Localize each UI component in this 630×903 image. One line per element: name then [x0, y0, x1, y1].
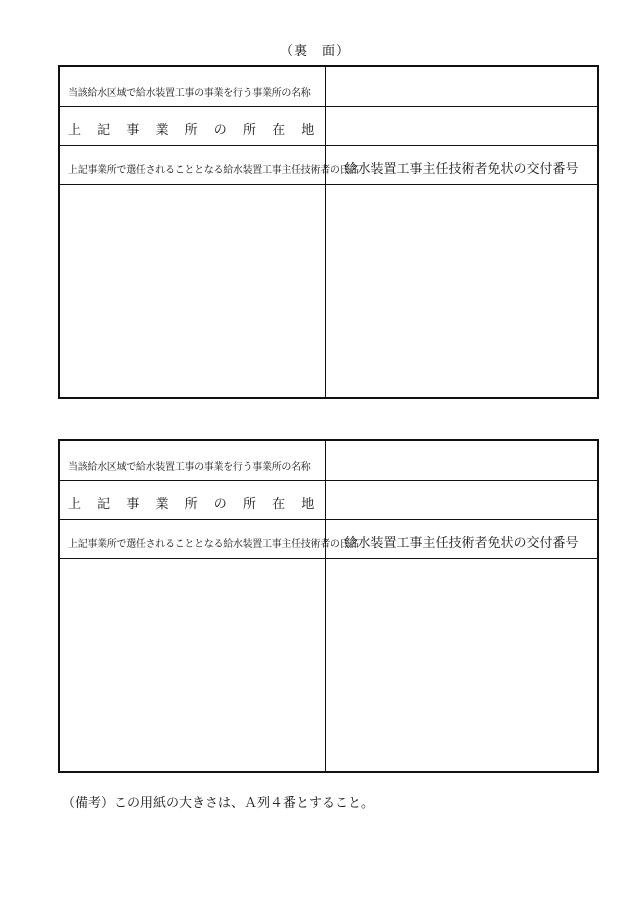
form-table-2 [58, 439, 599, 773]
office-name-row [60, 67, 597, 107]
office-location-char: 業 [155, 497, 169, 512]
office-location-char: 上 [68, 123, 81, 138]
office-location-char: 記 [97, 497, 110, 512]
remarks-note: （備考）この用紙の大きさは、Ａ列４番とすること。 [62, 796, 375, 811]
office-location-char: の [213, 123, 227, 138]
office-location-char: 所 [184, 497, 198, 512]
office-name-row [60, 441, 597, 481]
office-location-char: 事 [126, 123, 140, 138]
office-location-char: の [213, 497, 227, 512]
chief-engineer-name-label: 上記事業所で選任されることとなる給水装置工事主任技術者の氏名 [68, 165, 359, 176]
office-location-label [68, 493, 314, 512]
form-table-1 [58, 65, 599, 399]
office-location-char: 所 [242, 123, 256, 138]
office-location-char: 所 [184, 123, 198, 138]
office-location-label [68, 119, 314, 138]
license-number-label: 給水装置工事主任技術者免状の交付番号 [344, 162, 579, 177]
page-heading: （裏 面） [279, 44, 350, 59]
office-location-char: 在 [272, 497, 285, 512]
office-location-row [60, 481, 597, 520]
office-location-row [60, 107, 597, 146]
license-number-label: 給水装置工事主任技術者免状の交付番号 [344, 536, 579, 551]
entry-area [60, 185, 597, 397]
entry-area [60, 559, 597, 771]
office-location-char: 所 [242, 497, 256, 512]
header-row [60, 146, 597, 185]
office-location-char: 上 [68, 497, 81, 512]
office-location-char: 地 [301, 497, 314, 512]
header-row [60, 520, 597, 559]
office-location-char: 事 [126, 497, 140, 512]
office-location-char: 業 [155, 123, 169, 138]
office-name-label: 当該給水区域で給水装置工事の事業を行う事業所の名称 [68, 88, 311, 99]
chief-engineer-name-label: 上記事業所で選任されることとなる給水装置工事主任技術者の氏名 [68, 539, 359, 550]
office-location-char: 在 [272, 123, 285, 138]
office-location-char: 記 [97, 123, 110, 138]
office-location-char: 地 [301, 123, 314, 138]
office-name-label: 当該給水区域で給水装置工事の事業を行う事業所の名称 [68, 462, 311, 473]
